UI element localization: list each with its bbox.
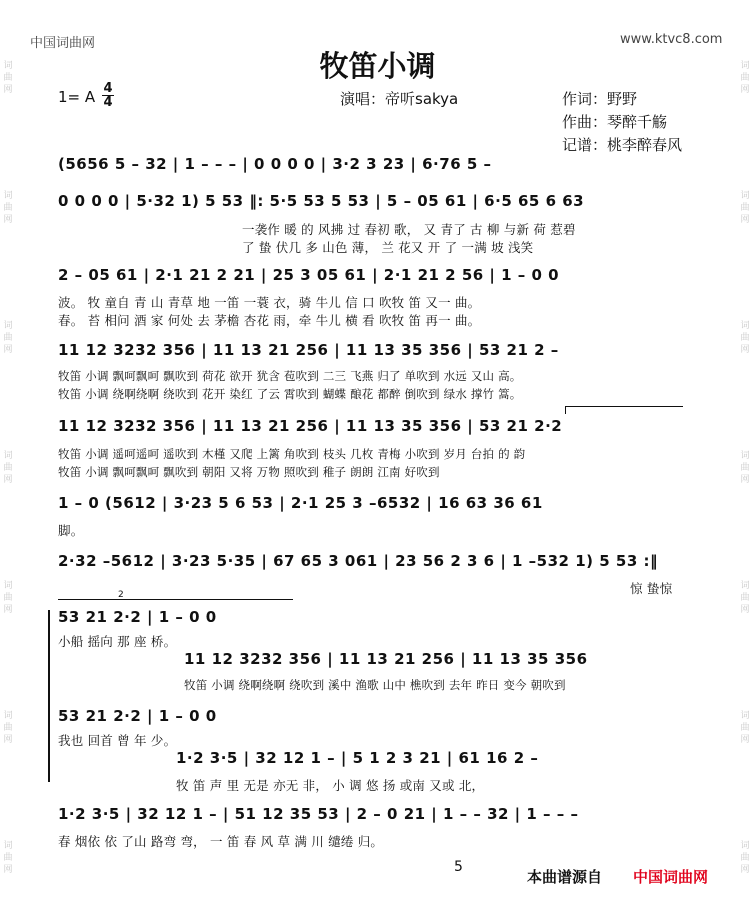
lyricist: 作词：野野 xyxy=(562,90,638,108)
side-watermark-right-3: 词曲网 xyxy=(740,321,750,355)
score-system-2-notes: 0 0 0 0 | 5·32 1) 5 53 ‖: 5·5 53 5 53 | 5 – 05 61 | 6·5 65 6 63 xyxy=(58,192,585,210)
side-watermark-right-4: 词曲网 xyxy=(740,451,750,485)
site-name: 中国词曲网 xyxy=(30,36,96,51)
score-system-4-notes: 11 12 3232 356 | 11 13 21 256 | 11 13 35 356 | 53 21 2 – xyxy=(58,341,559,359)
score-system-7-lyrics-1: 惊 蛰惊 xyxy=(630,581,673,596)
score-system-5-lyrics-1: 牧笛 小调 遥呵遥呵 遥吹到 木槿 又爬 上篱 角吹到 枝头 几枚 青梅 小吹到 岁月 台拍 的 韵 xyxy=(58,447,526,461)
score-system-3-notes: 2 – 05 61 | 2·1 21 2 21 | 25 3 05 61 | 2·1 21 2 56 | 1 – 0 0 xyxy=(58,266,560,284)
score-system-3-lyrics-2: 春。 苔 相问 酒 家 何处 去 茅檐 杏花 雨，牵 牛儿 横 看 吹牧 笛 再一 曲。 xyxy=(58,313,481,328)
score-system-10-lyrics-1: 我也 回首 曾 年 少。 xyxy=(58,733,177,748)
side-watermark-left-1: 词曲网 xyxy=(3,61,13,95)
composer: 作曲：琴醉千觞 xyxy=(562,113,668,131)
time-sig-bottom: 4 xyxy=(103,95,113,110)
score-system-4-lyrics-1: 牧笛 小调 飘呵飘呵 飘吹到 荷花 欲开 犹含 苞吹到 二三 飞燕 归了 单吹到 水远 又山 高。 xyxy=(58,369,522,383)
side-watermark-left-3: 词曲网 xyxy=(3,321,13,355)
score-system-11-lyrics-1: 牧 笛 声 里 无是 亦无 非， 小 调 悠 扬 或南 又或 北， xyxy=(176,778,485,793)
time-signature xyxy=(102,82,114,109)
score-system-10-notes: 53 21 2·2 | 1 – 0 0 xyxy=(58,707,217,725)
side-watermark-right-7: 词曲网 xyxy=(740,841,750,875)
score-system-3-lyrics-1: 波。 牧 童自 青 山 青草 地 一笛 一蓑 衣，骑 牛儿 信 口 吹牧 笛 又一 曲。 xyxy=(58,295,481,310)
volta-1-bracket xyxy=(565,406,683,407)
score-system-9-lyrics-1: 牧笛 小调 绕啊绕啊 绕吹到 溪中 渔歌 山中 樵吹到 去年 昨日 变今 朝吹到 xyxy=(184,678,566,692)
score-system-9-notes: 11 12 3232 356 | 11 13 21 256 | 11 13 35 356 xyxy=(184,650,588,668)
time-sig-top: 4 xyxy=(103,81,113,96)
score-system-12-lyrics-1: 春 烟依 依 了山 路弯 弯， 一 笛 春 风 草 满 川 缱绻 归。 xyxy=(58,834,384,849)
system-bracket-left xyxy=(48,610,50,782)
transcriber: 记谱：桃李醉春风 xyxy=(562,136,683,154)
score-system-5-lyrics-2: 牧笛 小调 飘呵飘呵 飘吹到 朝阳 又将 万物 照吹到 稚子 朗朗 江南 好吹到 xyxy=(58,465,440,479)
score-system-7-notes: 2·32 –5612 | 3·23 5·35 | 67 65 3 061 | 23 56 2 3 6 | 1 –532 1) 5 53 :‖ xyxy=(58,552,658,570)
side-watermark-left-5: 词曲网 xyxy=(3,581,13,615)
score-system-2-lyrics-2: 了 蛰 伏几 多 山色 薄， 兰 花又 开 了 一满 坡 浅笑 xyxy=(242,240,534,255)
source-label: 本曲谱源自 xyxy=(527,868,603,886)
score-system-8-lyrics-1: 小船 摇向 那 座 桥。 xyxy=(58,634,177,649)
volta-1-start xyxy=(565,406,566,414)
side-watermark-left-4: 词曲网 xyxy=(3,451,13,485)
score-system-8-notes: 53 21 2·2 | 1 – 0 0 xyxy=(58,608,217,626)
volta-2-bracket xyxy=(58,599,293,600)
score-system-1-notes: (5656 5 – 32 | 1 – – – | 0 0 0 0 | 3·2 3 23 | 6·76 5 – xyxy=(58,155,492,173)
volta-2-number: 2 xyxy=(118,590,124,600)
site-url[interactable]: www.ktvc8.com xyxy=(620,32,723,47)
score-system-6-notes: 1 – 0 (5612 | 3·23 5 6 53 | 2·1 25 3 –6532 | 16 63 36 61 xyxy=(58,494,543,512)
side-watermark-left-7: 词曲网 xyxy=(3,841,13,875)
score-system-2-lyrics-1: 一袭作 暖 的 风拂 过 春初 歌， 又 青了 古 柳 与新 荷 惹碧 xyxy=(242,222,576,237)
score-system-6-lyrics-1: 脚。 xyxy=(58,523,84,538)
page-number: 5 xyxy=(454,859,463,875)
score-system-4-lyrics-2: 牧笛 小调 绕啊绕啊 绕吹到 花开 染红 了云 霄吹到 蝴蝶 酿花 都醉 倒吹到 绿水 撑竹 篙。 xyxy=(58,387,522,401)
side-watermark-right-2: 词曲网 xyxy=(740,191,750,225)
score-system-5-notes: 11 12 3232 356 | 11 13 21 256 | 11 13 35 356 | 53 21 2·2 xyxy=(58,417,563,435)
side-watermark-left-6: 词曲网 xyxy=(3,711,13,745)
score-system-11-notes: 1·2 3·5 | 32 12 1 – | 5 1 2 3 21 | 61 16 2 – xyxy=(176,749,539,767)
singer: 演唱：帝听sakya xyxy=(340,90,459,108)
side-watermark-right-5: 词曲网 xyxy=(740,581,750,615)
score-system-12-notes: 1·2 3·5 | 32 12 1 – | 51 12 35 53 | 2 – 0 21 | 1 – – 32 | 1 – – – xyxy=(58,805,579,823)
side-watermark-left-2: 词曲网 xyxy=(3,191,13,225)
side-watermark-right-6: 词曲网 xyxy=(740,711,750,745)
side-watermark-right-1: 词曲网 xyxy=(740,61,750,95)
source-site-link[interactable]: 中国词曲网 xyxy=(633,868,709,886)
song-title: 牧笛小调 xyxy=(319,49,436,83)
key-signature: 1= A xyxy=(58,88,96,106)
